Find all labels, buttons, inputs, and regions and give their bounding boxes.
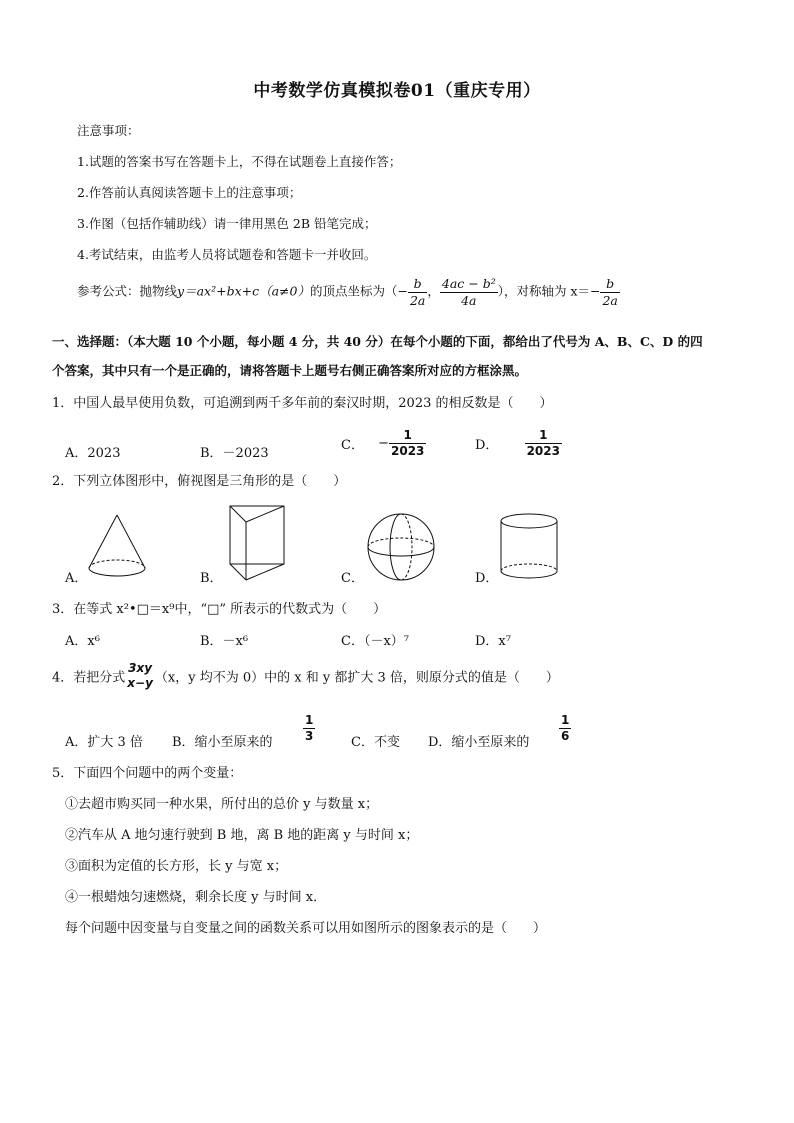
- q1-option-d: [475, 428, 562, 459]
- question-3-stem: 3．在等式 x²•□＝x⁹中，“□” 所表示的代数式为（ ）: [52, 602, 387, 617]
- fraction-denominator: 2a: [602, 292, 618, 308]
- q1-option-b: B．－2023: [200, 446, 269, 461]
- fraction-numerator: 4ac − b²: [441, 276, 496, 291]
- q5-item-1: ①去超市购买同一种水果，所付出的总价 y 与数量 x；: [65, 797, 379, 812]
- fraction-denominator: 4a: [461, 292, 477, 308]
- q4-option-a: A．扩大 3 倍: [65, 735, 143, 750]
- q5-question: 每个问题中因变量与自变量之间的函数关系可以用如图所示的图象表示的是（ ）: [65, 921, 547, 936]
- cone-figure: [85, 512, 149, 582]
- q4-suffix: （x，y 均不为 0）中的 x 和 y 都扩大 3 倍，则原分式的值是（ ）: [154, 670, 559, 686]
- fraction-denominator: 2a: [409, 292, 426, 308]
- q4-option-b: B．缩小至原来的: [172, 735, 273, 750]
- q3-option-c: C．（－x）⁷: [341, 634, 409, 649]
- question-1-stem: 1．中国人最早使用负数，可追溯到两千多年前的秦汉时期，2023 的相反数是（ ）: [52, 396, 553, 411]
- q5-item-3: ③面积为定值的长方形，长 y 与宽 x；: [65, 859, 288, 874]
- formula-axis: ），对称轴为 x＝−: [497, 283, 601, 299]
- q4-fraction: [125, 661, 155, 691]
- notice-item-4: 4.考试结束，由监考人员将试题卷和答题卡一并收回。: [77, 247, 377, 262]
- formula-mid: 的顶点坐标为（−: [309, 283, 408, 299]
- fraction-denominator: 6: [561, 729, 570, 743]
- q2-option-a: A．: [65, 571, 88, 586]
- option-label: C．: [341, 438, 364, 453]
- q4-option-d-fraction: [559, 713, 571, 744]
- q3-option-b: B．－x⁶: [200, 634, 249, 649]
- notice-item-3: 3.作图（包括作辅助线）请一律用黑色 2B 铅笔完成；: [77, 216, 377, 231]
- vertex-y-fraction: [440, 276, 498, 308]
- page-title: 中考数学仿真模拟卷01（重庆专用）: [253, 81, 541, 101]
- q5-item-2: ②汽车从 A 地匀速行驶到 B 地，离 B 地的距离 y 与时间 x；: [65, 828, 419, 843]
- q3-option-d: D．x⁷: [475, 634, 511, 649]
- section-heading-line1: 一、选择题：（本大题 10 个小题，每小题 4 分，共 40 分）在每个小题的下面，都给出了代号为 A、B、C、D 的四: [52, 334, 703, 349]
- q1-option-a: A．2023: [65, 446, 121, 461]
- fraction-denominator: x−y: [127, 676, 153, 690]
- q4-option-d: D．缩小至原来的: [428, 735, 530, 750]
- fraction-denominator: 3: [305, 729, 314, 743]
- notice-item-2: 2.作答前认真阅读答题卡上的注意事项；: [77, 185, 302, 200]
- triangular-prism-figure: [220, 500, 292, 584]
- q4-prefix: 4．若把分式: [52, 670, 126, 686]
- fraction-numerator: 1: [525, 428, 562, 444]
- formula-equation: y＝ax²+bx+c（a≠0）: [177, 283, 310, 299]
- question-4-stem: [52, 661, 559, 691]
- option-c-fraction: [389, 428, 426, 459]
- question-2-stem: 2．下列立体图形中，俯视图是三角形的是（ ）: [52, 474, 347, 489]
- q5-item-4: ④一根蜡烛匀速燃烧，剩余长度 y 与时间 x．: [65, 890, 327, 905]
- formula-comma: ，: [427, 283, 440, 299]
- q4-option-c: C．不变: [351, 735, 400, 750]
- q4-option-b-fraction: [303, 713, 315, 744]
- option-d-fraction: [525, 428, 562, 459]
- fraction-numerator: b: [600, 276, 619, 293]
- cylinder-figure: [497, 511, 561, 583]
- minus-sign: −: [378, 436, 389, 451]
- vertex-x-fraction: [408, 276, 427, 308]
- fraction-numerator: 3xy: [128, 661, 153, 675]
- fraction-numerator: b: [408, 276, 427, 293]
- fraction-numerator: 1: [561, 713, 570, 727]
- fraction-denominator: 2023: [391, 444, 425, 458]
- q2-option-b: B．: [200, 571, 223, 586]
- notice-heading: 注意事项：: [77, 123, 140, 138]
- q2-option-d: D．: [475, 571, 499, 586]
- q2-option-c: C．: [341, 571, 364, 586]
- fraction-numerator: 1: [389, 428, 426, 444]
- option-label: D．: [475, 438, 499, 453]
- q3-option-a: A．x⁶: [65, 634, 100, 649]
- q1-option-c: [341, 428, 426, 459]
- section-heading-line2: 个答案，其中只有一个是正确的，请将答题卡上题号右侧正确答案所对应的方框涂黑。: [52, 363, 528, 378]
- question-5-stem: 5．下面四个问题中的两个变量：: [52, 766, 243, 781]
- notice-item-1: 1.试题的答案书写在答题卡上，不得在试题卷上直接作答；: [77, 154, 402, 169]
- fraction-numerator: 1: [305, 713, 314, 727]
- fraction-denominator: 2023: [526, 444, 560, 458]
- reference-formula: [77, 276, 620, 308]
- axis-fraction: [600, 276, 619, 308]
- sphere-figure: [364, 510, 438, 584]
- formula-prefix: 参考公式：抛物线: [77, 283, 178, 299]
